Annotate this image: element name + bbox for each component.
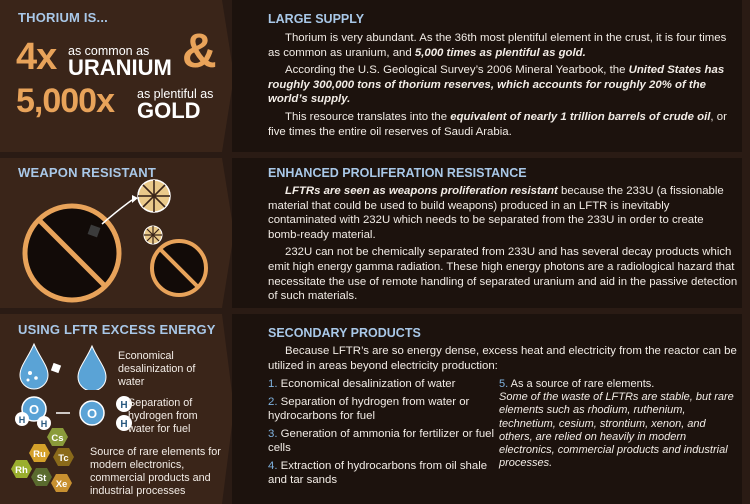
atom-o-label: O bbox=[86, 406, 98, 421]
small-no-symbol-icon bbox=[152, 241, 206, 295]
small-sliced-orb-icon bbox=[144, 226, 162, 244]
excess-item-3: Source of rare elements for modern electronics, commercial products and industrial processes bbox=[90, 446, 221, 497]
list-item bbox=[268, 395, 496, 423]
atom-h-label: H bbox=[18, 415, 26, 425]
list-item-text: Extraction of hydrocarbons from oil shale and tar sands bbox=[268, 460, 488, 486]
element-tc-label: Tc bbox=[58, 453, 69, 464]
atom-h-label: H bbox=[40, 419, 48, 429]
supply-p1-text: Thorium is very abundant. As the 36th most plentiful element in the crust, it is four times as common as uranium, and bbox=[268, 32, 727, 59]
thorium-stat-uranium bbox=[16, 36, 56, 79]
element-st-label: St bbox=[36, 473, 47, 484]
list-item-number: 2. bbox=[268, 396, 278, 408]
element-rh-label: Rh bbox=[15, 465, 28, 476]
supply-p1-emph: 5,000 times as plentiful as gold. bbox=[414, 46, 586, 59]
supply-p2-emph: United States has roughly 300,000 tons of thorium reserves, which accounts for roughly 20% of the world’s supply. bbox=[268, 64, 725, 106]
secondary-list bbox=[268, 377, 496, 491]
secondary-intro bbox=[268, 344, 738, 376]
supply-p3-emph: equivalent of nearly 1 trillion barrels of crude oil bbox=[450, 110, 711, 123]
list-item bbox=[268, 459, 496, 487]
atom-h-label: H bbox=[120, 419, 128, 430]
list-item-number: 4. bbox=[268, 460, 278, 472]
element-tc-icon bbox=[53, 448, 74, 466]
excess-item-1: Economical desalinization of water bbox=[118, 350, 196, 388]
stat-small-1: as common as bbox=[68, 44, 150, 58]
supply-p3-tail: , or five times the entire oil reserves of Saudi Arabia. bbox=[268, 110, 727, 138]
atom-h-label: H bbox=[120, 400, 128, 411]
item-5-detail: Some of the waste of LFTRs are stable, but rare elements such as rhodium, ruthenium, technetium, cesium, strontium, xenon, and others, are relied on heavily in modern electronics, commercial products and industrial processes. bbox=[499, 391, 734, 470]
supply-para-2 bbox=[268, 63, 738, 107]
element-ru-icon bbox=[29, 444, 50, 462]
secondary-title: SECONDARY PRODUCTS bbox=[268, 326, 421, 340]
element-cs-label: Cs bbox=[51, 433, 64, 444]
item-5-text: As a source of rare elements. bbox=[510, 378, 655, 390]
element-st-icon bbox=[31, 468, 52, 486]
stat-small-2: as plentiful as bbox=[137, 87, 214, 101]
stat-word-gold: GOLD bbox=[137, 98, 201, 123]
water-drop-icon bbox=[20, 344, 48, 389]
water-drops-illustration bbox=[16, 340, 116, 390]
list-item-number: 3. bbox=[268, 428, 278, 440]
sliced-orb-icon bbox=[138, 180, 170, 212]
element-ru-label: Ru bbox=[33, 449, 46, 460]
oxygen-atom-icon bbox=[80, 401, 104, 425]
large-no-symbol-icon bbox=[25, 206, 119, 300]
supply-para-1 bbox=[268, 31, 738, 60]
weapon-illustration bbox=[14, 178, 219, 306]
big-5000x: 5,000x bbox=[16, 82, 114, 120]
list-item bbox=[268, 377, 496, 391]
stat-word-uranium: URANIUM bbox=[68, 55, 172, 80]
excess-item-2: Separation of hydrogen from water for fuel bbox=[128, 397, 198, 435]
secondary-item-5 bbox=[499, 378, 737, 470]
weapon-heading: WEAPON RESISTANT bbox=[18, 165, 157, 180]
proliferation-title: ENHANCED PROLIFERATION RESISTANCE bbox=[268, 166, 527, 180]
element-xe-icon bbox=[51, 474, 72, 492]
ampersand: & bbox=[182, 25, 217, 78]
element-xe-label: Xe bbox=[55, 479, 68, 490]
list-item-text: Generation of ammonia for fertilizer or fuel cells bbox=[268, 428, 495, 454]
atom-o-label: O bbox=[28, 402, 40, 417]
proliferation-p1-text: because the 233U (a fissionable material that could be used to build weapons) produced in an LFTR is inevitably contaminated with 232U which needs to be separated from the 233U in order to create bomb-ready material. bbox=[268, 185, 724, 241]
proliferation-body bbox=[268, 184, 738, 307]
list-item-text: Economical desalinization of water bbox=[280, 378, 456, 390]
excess-heading: USING LFTR EXCESS ENERGY bbox=[18, 322, 216, 337]
rare-elements-illustration bbox=[10, 426, 90, 500]
proliferation-para-1 bbox=[268, 184, 738, 242]
supply-para-3 bbox=[268, 110, 738, 139]
element-rh-icon bbox=[11, 460, 32, 478]
item-5-number: 5. bbox=[499, 378, 509, 390]
arrow-icon bbox=[102, 200, 132, 224]
list-item bbox=[268, 427, 496, 455]
supply-p2-text: According the U.S. Geological Survey’s 2006 Mineral Yearbook, the bbox=[285, 64, 629, 77]
supply-title: LARGE SUPPLY bbox=[268, 12, 365, 26]
clean-water-drop-icon bbox=[78, 346, 106, 390]
element-cs-icon bbox=[47, 428, 68, 446]
secondary-intro-text: Because LFTR’s are so energy dense, excess heat and electricity from the reactor can be utilized in areas beyond electricity production: bbox=[268, 345, 737, 372]
thorium-heading: THORIUM IS... bbox=[18, 10, 108, 25]
list-item-number: 1. bbox=[268, 378, 278, 390]
big-4x: 4x bbox=[16, 36, 57, 78]
list-item-text: Separation of hydrogen from water or hydrocarbons for fuel bbox=[268, 396, 470, 422]
proliferation-p1-emph: LFTRs are seen as weapons proliferation resistant bbox=[285, 185, 558, 197]
supply-p3-text: This resource translates into the bbox=[285, 110, 451, 123]
supply-body bbox=[268, 31, 738, 142]
proliferation-para-2: 232U can not be chemically separated from 233U and has several decay products which emit high energy gamma radiation. These high energy photons are a radiological hazard that necessitate the use of remote handling of separated uranium and aid in the passive detection of such materials. bbox=[268, 246, 738, 303]
